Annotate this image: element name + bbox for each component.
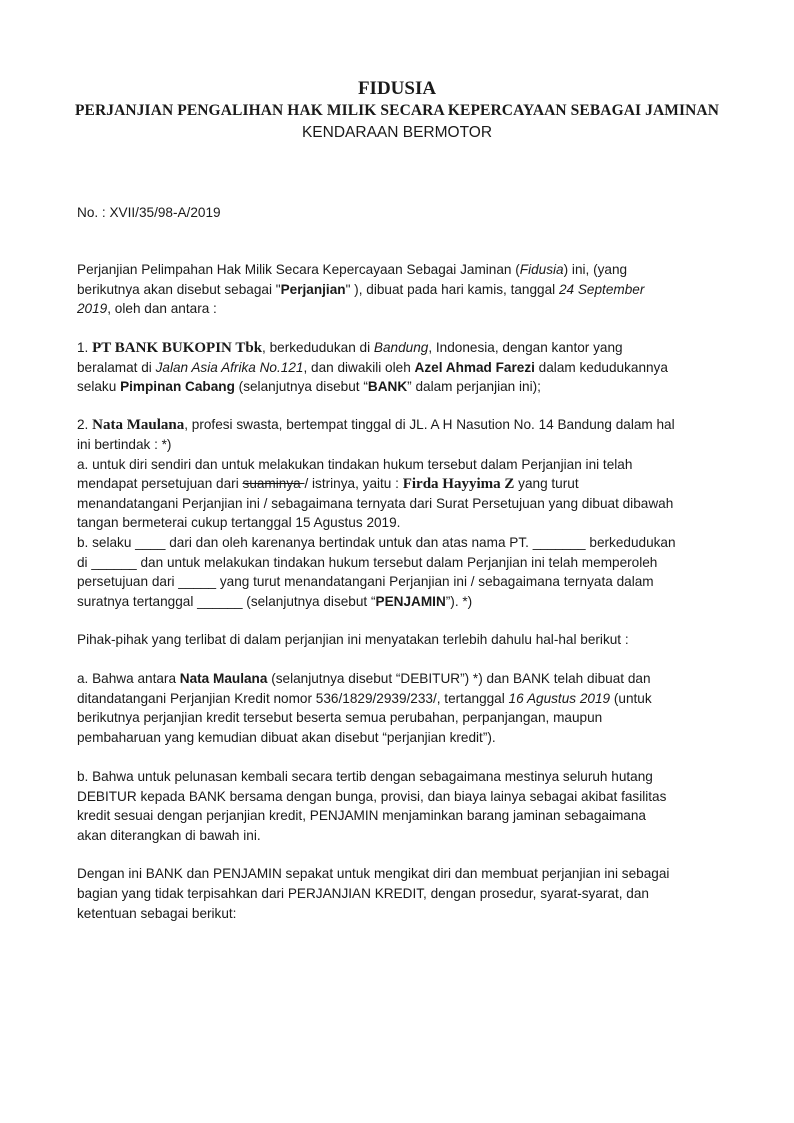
document-subtitle: PERJANJIAN PENGALIHAN HAK MILIK SECARA KEPERCAYAAN SEBAGAI JAMINAN xyxy=(74,102,720,119)
party2-b-line-2: di ______ dan untuk melakukan tindakan hukum tersebut dalam Perjanjian ini telah memperoleh xyxy=(77,555,658,570)
closing-line-3: ketentuan sebagai berikut: xyxy=(77,906,237,921)
party2-a-line-1: a. untuk diri sendiri dan untuk melakukan tindakan hukum tersebut dalam Perjanjian ini telah xyxy=(77,457,633,472)
party2-a-line-3: menandatangani Perjanjian ini / sebagaimana ternyata dari Surat Persetujuan yang dibuat dibawah xyxy=(77,496,674,511)
intro-line-1: Perjanjian Pelimpahan Hak Milik Secara Kepercayaan Sebagai Jaminan (Fidusia) ini, (yang xyxy=(77,262,628,277)
statement-line: Pihak-pihak yang terlibat di dalam perjanjian ini menyatakan terlebih dahulu hal-hal berikut : xyxy=(77,632,629,647)
intro-line-3: 2019, oleh dan antara : xyxy=(77,301,217,316)
clause-b-line-1: b. Bahwa untuk pelunasan kembali secara tertib dengan sebagaimana mestinya seluruh hutang xyxy=(77,769,653,784)
debtor-name: Nata Maulana xyxy=(92,417,185,433)
clause-a-line-4: pembaharuan yang kemudian dibuat akan disebut “perjanjian kredit”). xyxy=(77,730,496,745)
spouse-name: Firda Hayyima Z xyxy=(402,476,515,492)
clause-b-line-2: DEBITUR kepada BANK bersama dengan bunga, provisi, dan biaya lainya sebagai akibat fasilitas xyxy=(77,789,667,804)
bank-name: PT BANK BUKOPIN Tbk xyxy=(92,340,263,356)
document-subtitle-2: KENDARAAN BERMOTOR xyxy=(301,124,493,141)
closing-line-1: Dengan ini BANK dan PENJAMIN sepakat untuk mengikat diri dan membuat perjanjian ini sebagai xyxy=(77,866,670,881)
agreement-number: No. : XVII/35/98-A/2019 xyxy=(77,205,221,220)
clause-a-line-2: ditandatangani Perjanjian Kredit nomor 536/1829/2939/233/, tertanggal 16 Agustus 2019 (untuk xyxy=(77,691,652,706)
party2-a-line-2: mendapat persetujuan dari suaminya / istrinya, yaitu : Firda Hayyima Z yang turut xyxy=(77,476,579,492)
clause-b-line-4: akan diterangkan di bawah ini. xyxy=(77,828,261,843)
party2-a-line-4: tangan bermeterai cukup tertanggal 15 Agustus 2019. xyxy=(77,515,401,530)
clause-b-line-3: kredit sesuai dengan perjanjian kredit, PENJAMIN menjaminkan barang jaminan sebagaimana xyxy=(77,808,646,823)
document-title: FIDUSIA xyxy=(357,78,437,99)
party2-b-line-4: suratnya tertanggal ______ (selanjutnya disebut “PENJAMIN”). *) xyxy=(77,594,473,609)
representative-name: Azel Ahmad Farezi xyxy=(414,360,535,375)
party1-line-1: 1. PT BANK BUKOPIN Tbk, berkedudukan di Bandung, Indonesia, dengan kantor yang xyxy=(77,340,623,356)
party1-line-2: beralamat di Jalan Asia Afrika No.121, dan diwakili oleh Azel Ahmad Farezi dalam kedudukannya xyxy=(77,360,668,375)
intro-line-2: berikutnya akan disebut sebagai "Perjanjian" ), dibuat pada hari kamis, tanggal 24 September xyxy=(77,282,645,297)
party2-b-line-1: b. selaku ____ dari dan oleh karenanya bertindak untuk dan atas nama PT. _______ berkedudukan xyxy=(77,535,676,550)
clause-a-line-3: berikutnya perjanjian kredit tersebut beserta semua perubahan, perpanjangan, maupun xyxy=(77,710,603,725)
party2-b-line-3: persetujuan dari _____ yang turut menandatangani Perjanjian ini / sebagaimana ternyata dalam xyxy=(77,574,654,589)
party1-line-3: selaku Pimpinan Cabang (selanjutnya disebut “BANK” dalam perjanjian ini); xyxy=(77,379,541,394)
party2-line-1: 2. Nata Maulana, profesi swasta, bertempat tinggal di JL. A H Nasution No. 14 Bandung dalam hal xyxy=(77,417,675,433)
closing-line-2: bagian yang tidak terpisahkan dari PERJANJIAN KREDIT, dengan prosedur, syarat-syarat, dan xyxy=(77,886,649,901)
party2-line-2: ini bertindak : *) xyxy=(77,437,172,452)
clause-a-line-1: a. Bahwa antara Nata Maulana (selanjutnya disebut “DEBITUR”) *) dan BANK telah dibuat dan xyxy=(77,671,651,686)
